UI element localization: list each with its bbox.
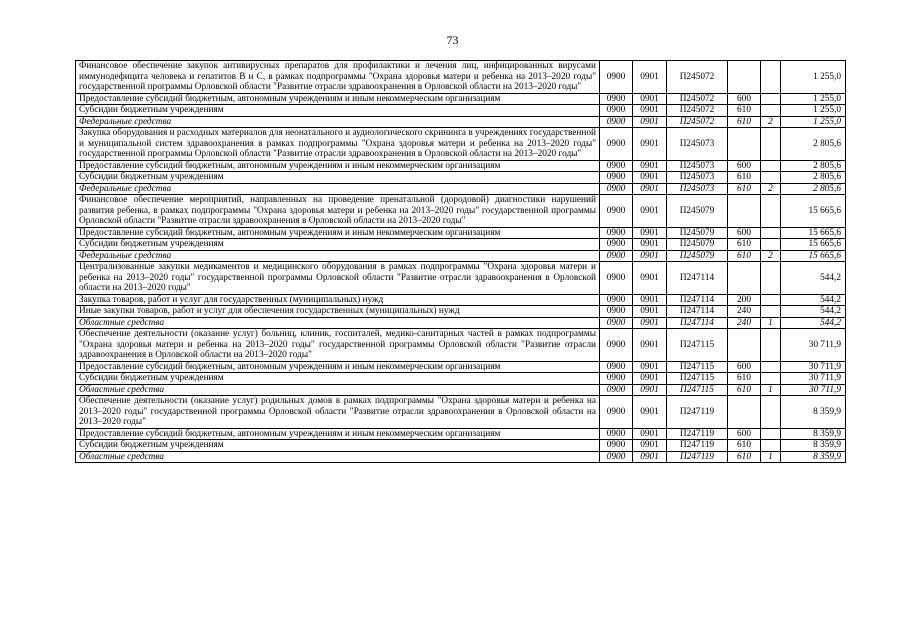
target-article-code: П247114: [667, 306, 728, 318]
table-row: [76, 440, 846, 452]
table-row: [76, 239, 846, 251]
subsection-code: 0901: [633, 172, 667, 184]
fund-source-code: [761, 93, 781, 105]
fund-source-code: 2: [761, 250, 781, 262]
subsection-code: 0901: [633, 294, 667, 306]
table-row: [76, 384, 846, 396]
section-code: 0900: [600, 116, 633, 128]
subsection-code: 0901: [633, 262, 667, 295]
fund-source-code: 2: [761, 116, 781, 128]
expense-type-code: 600: [728, 93, 761, 105]
expense-type-code: 610: [728, 105, 761, 117]
row-description: Субсидии бюджетным учреждениям: [76, 172, 600, 184]
table-row: [76, 262, 846, 295]
table-row: [76, 93, 846, 105]
row-description: Предоставление субсидий бюджетным, автономным учреждениям и иным некоммерческим организациям: [76, 160, 600, 172]
expense-type-code: [728, 61, 761, 94]
target-article-code: П245072: [667, 61, 728, 94]
target-article-code: П245072: [667, 93, 728, 105]
table-row: [76, 428, 846, 440]
section-code: 0900: [600, 428, 633, 440]
fund-source-code: [761, 128, 781, 161]
expense-type-code: [728, 195, 761, 228]
section-code: 0900: [600, 384, 633, 396]
expense-type-code: 600: [728, 361, 761, 373]
table-row: [76, 306, 846, 318]
section-code: 0900: [600, 105, 633, 117]
section-code: 0900: [600, 373, 633, 385]
fund-source-code: [761, 262, 781, 295]
fund-source-code: [761, 227, 781, 239]
amount-value: 15 665,6: [781, 250, 846, 262]
row-description: Предоставление субсидий бюджетным, автономным учреждениям и иным некоммерческим организациям: [76, 361, 600, 373]
subsection-code: 0901: [633, 306, 667, 318]
expense-type-code: 610: [728, 384, 761, 396]
table-row: [76, 160, 846, 172]
section-code: 0900: [600, 239, 633, 251]
subsection-code: 0901: [633, 451, 667, 463]
fund-source-code: [761, 195, 781, 228]
subsection-code: 0901: [633, 373, 667, 385]
expense-type-code: 600: [728, 428, 761, 440]
fund-source-code: [761, 329, 781, 362]
row-description: Обеспечение деятельности (оказание услуг) больниц, клиник, госпиталей, медико-санитарных частей в рамках подпрограммы "Охрана здоровья матери и ребенка на 2013–2020 годы" государственной программы Орловской области "Развитие отрасли здравоохранения в Орловской области на 2013–2020 годы": [76, 329, 600, 362]
table-row: [76, 61, 846, 94]
target-article-code: П245072: [667, 105, 728, 117]
amount-value: 2 805,6: [781, 160, 846, 172]
row-description: Закупка оборудования и расходных материалов для неонатального и аудиологического скрининга в учреждениях государственной и муниципальной систем здравоохранения в рамках подпрограммы "Охрана здоровья матери и ребенка на 2013–2020 годы" государственной программы Орловской области "Развитие отрасли здравоохранения в Орловской области на 2013–2020 годы": [76, 128, 600, 161]
table-row: [76, 183, 846, 195]
target-article-code: П247114: [667, 317, 728, 329]
expense-type-code: 610: [728, 451, 761, 463]
table-row: [76, 227, 846, 239]
section-code: 0900: [600, 294, 633, 306]
fund-source-code: [761, 440, 781, 452]
row-description: Обеспечение деятельности (оказание услуг) родильных домов в рамках подпрограммы "Охрана здоровья матери и ребенка на 2013–2020 годы" государственной программы Орловской области "Развитие отрасли здравоохранения в Орловской области на 2013–2020 годы": [76, 396, 600, 429]
section-code: 0900: [600, 396, 633, 429]
row-description: Централизованные закупки медикаментов и медицинского оборудования в рамках подпрограммы "Охрана здоровья матери и ребенка на 2013–2020 годы" государственной программы Орловской области "Развитие отрасли здравоохранения в Орловской области на 2013–2020 годы": [76, 262, 600, 295]
table-row: [76, 105, 846, 117]
amount-value: 30 711,9: [781, 384, 846, 396]
target-article-code: П247115: [667, 329, 728, 362]
fund-source-code: [761, 294, 781, 306]
section-code: 0900: [600, 172, 633, 184]
amount-value: 30 711,9: [781, 361, 846, 373]
table-row: [76, 373, 846, 385]
subsection-code: 0901: [633, 227, 667, 239]
target-article-code: П245073: [667, 128, 728, 161]
amount-value: 544,2: [781, 294, 846, 306]
row-description: Субсидии бюджетным учреждениям: [76, 239, 600, 251]
section-code: 0900: [600, 227, 633, 239]
row-description: Предоставление субсидий бюджетным, автономным учреждениям и иным некоммерческим организациям: [76, 428, 600, 440]
target-article-code: П245079: [667, 250, 728, 262]
page-number: 73: [446, 33, 459, 47]
expense-type-code: 610: [728, 183, 761, 195]
fund-source-code: 2: [761, 183, 781, 195]
amount-value: 8 359,9: [781, 440, 846, 452]
amount-value: 1 255,0: [781, 105, 846, 117]
amount-value: 15 665,6: [781, 227, 846, 239]
fund-source-code: 1: [761, 451, 781, 463]
subsection-code: 0901: [633, 428, 667, 440]
section-code: 0900: [600, 93, 633, 105]
target-article-code: П247115: [667, 361, 728, 373]
expense-type-code: [728, 329, 761, 362]
expense-type-code: 600: [728, 160, 761, 172]
section-code: 0900: [600, 195, 633, 228]
amount-value: 15 665,6: [781, 195, 846, 228]
target-article-code: П247114: [667, 294, 728, 306]
amount-value: 2 805,6: [781, 183, 846, 195]
subsection-code: 0901: [633, 183, 667, 195]
amount-value: 544,2: [781, 317, 846, 329]
fund-source-code: [761, 361, 781, 373]
section-code: 0900: [600, 61, 633, 94]
table-row: [76, 128, 846, 161]
expense-type-code: [728, 262, 761, 295]
section-code: 0900: [600, 128, 633, 161]
expense-type-code: 610: [728, 440, 761, 452]
section-code: 0900: [600, 262, 633, 295]
section-code: 0900: [600, 440, 633, 452]
section-code: 0900: [600, 329, 633, 362]
subsection-code: 0901: [633, 116, 667, 128]
amount-value: 2 805,6: [781, 128, 846, 161]
table-row: [76, 294, 846, 306]
subsection-code: 0901: [633, 384, 667, 396]
amount-value: 2 805,6: [781, 172, 846, 184]
section-code: 0900: [600, 306, 633, 318]
fund-source-code: [761, 160, 781, 172]
amount-value: 8 359,9: [781, 451, 846, 463]
subsection-code: 0901: [633, 361, 667, 373]
expense-type-code: 610: [728, 116, 761, 128]
expense-type-code: 240: [728, 317, 761, 329]
expense-type-code: 610: [728, 373, 761, 385]
target-article-code: П245072: [667, 116, 728, 128]
target-article-code: П245079: [667, 227, 728, 239]
row-description: Предоставление субсидий бюджетным, автономным учреждениям и иным некоммерческим организациям: [76, 227, 600, 239]
amount-value: 30 711,9: [781, 329, 846, 362]
target-article-code: П247115: [667, 384, 728, 396]
expense-type-code: [728, 396, 761, 429]
table-row: [76, 317, 846, 329]
expense-type-code: [728, 128, 761, 161]
target-article-code: П247119: [667, 396, 728, 429]
section-code: 0900: [600, 361, 633, 373]
target-article-code: П247115: [667, 373, 728, 385]
row-description: Закупка товаров, работ и услуг для государственных (муниципальных) нужд: [76, 294, 600, 306]
row-description: Субсидии бюджетным учреждениям: [76, 105, 600, 117]
section-code: 0900: [600, 317, 633, 329]
table-row: [76, 250, 846, 262]
section-code: 0900: [600, 160, 633, 172]
subsection-code: 0901: [633, 250, 667, 262]
subsection-code: 0901: [633, 93, 667, 105]
table-row: [76, 451, 846, 463]
expense-type-code: 600: [728, 227, 761, 239]
row-description: Федеральные средства: [76, 116, 600, 128]
amount-value: 1 255,0: [781, 61, 846, 94]
fund-source-code: [761, 239, 781, 251]
target-article-code: П245079: [667, 239, 728, 251]
target-article-code: П245079: [667, 195, 728, 228]
target-article-code: П245073: [667, 160, 728, 172]
table-row: [76, 172, 846, 184]
target-article-code: П247114: [667, 262, 728, 295]
expense-type-code: 610: [728, 250, 761, 262]
section-code: 0900: [600, 250, 633, 262]
expense-type-code: 240: [728, 306, 761, 318]
row-description: Финансовое обеспечение мероприятий, направленных на проведение пренатальной (дородовой) диагностики нарушений развития ребенка, в рамках подпрограммы "Охрана здоровья матери и ребенка на 2013–2020 годы" государственной программы Орловской области "Развитие отрасли здравоохранения в Орловской области на 2013–2020 годы": [76, 195, 600, 228]
amount-value: 544,2: [781, 306, 846, 318]
row-description: Областные средства: [76, 384, 600, 396]
subsection-code: 0901: [633, 128, 667, 161]
row-description: Субсидии бюджетным учреждениям: [76, 373, 600, 385]
fund-source-code: [761, 373, 781, 385]
row-description: Субсидии бюджетным учреждениям: [76, 440, 600, 452]
row-description: Областные средства: [76, 317, 600, 329]
row-description: Областные средства: [76, 451, 600, 463]
amount-value: 8 359,9: [781, 396, 846, 429]
table-row: [76, 361, 846, 373]
amount-value: 30 711,9: [781, 373, 846, 385]
subsection-code: 0901: [633, 239, 667, 251]
subsection-code: 0901: [633, 317, 667, 329]
subsection-code: 0901: [633, 61, 667, 94]
amount-value: 544,2: [781, 262, 846, 295]
target-article-code: П247119: [667, 440, 728, 452]
subsection-code: 0901: [633, 329, 667, 362]
target-article-code: П245073: [667, 183, 728, 195]
amount-value: 1 255,0: [781, 116, 846, 128]
target-article-code: П247119: [667, 451, 728, 463]
fund-source-code: [761, 396, 781, 429]
amount-value: 1 255,0: [781, 93, 846, 105]
expense-type-code: 610: [728, 239, 761, 251]
row-description: Иные закупки товаров, работ и услуг для обеспечения государственных (муниципальных) нужд: [76, 306, 600, 318]
row-description: Федеральные средства: [76, 183, 600, 195]
table-body: [76, 61, 846, 463]
fund-source-code: [761, 306, 781, 318]
amount-value: 8 359,9: [781, 428, 846, 440]
fund-source-code: [761, 61, 781, 94]
budget-table: [75, 60, 846, 463]
target-article-code: П247119: [667, 428, 728, 440]
amount-value: 15 665,6: [781, 239, 846, 251]
target-article-code: П245073: [667, 172, 728, 184]
section-code: 0900: [600, 451, 633, 463]
fund-source-code: [761, 105, 781, 117]
table-row: [76, 195, 846, 228]
table-row: [76, 116, 846, 128]
subsection-code: 0901: [633, 195, 667, 228]
expense-type-code: 200: [728, 294, 761, 306]
table-row: [76, 329, 846, 362]
fund-source-code: [761, 172, 781, 184]
subsection-code: 0901: [633, 160, 667, 172]
fund-source-code: [761, 428, 781, 440]
row-description: Предоставление субсидий бюджетным, автономным учреждениям и иным некоммерческим организациям: [76, 93, 600, 105]
table-row: [76, 396, 846, 429]
row-description: Федеральные средства: [76, 250, 600, 262]
subsection-code: 0901: [633, 396, 667, 429]
fund-source-code: 1: [761, 317, 781, 329]
row-description: Финансовое обеспечение закупок антивирусных препаратов для профилактики и лечения лиц, инфицированных вирусами иммунодефицита человека и гепатитов В и С, в рамках подпрограммы "Охрана здоровья матери и ребенка на 2013–2020 годы" государственной программы Орловской области "Развитие отрасли здравоохранения в Орловской области на 2013–2020 годы": [76, 61, 600, 94]
subsection-code: 0901: [633, 105, 667, 117]
fund-source-code: 1: [761, 384, 781, 396]
section-code: 0900: [600, 183, 633, 195]
expense-type-code: 610: [728, 172, 761, 184]
subsection-code: 0901: [633, 440, 667, 452]
